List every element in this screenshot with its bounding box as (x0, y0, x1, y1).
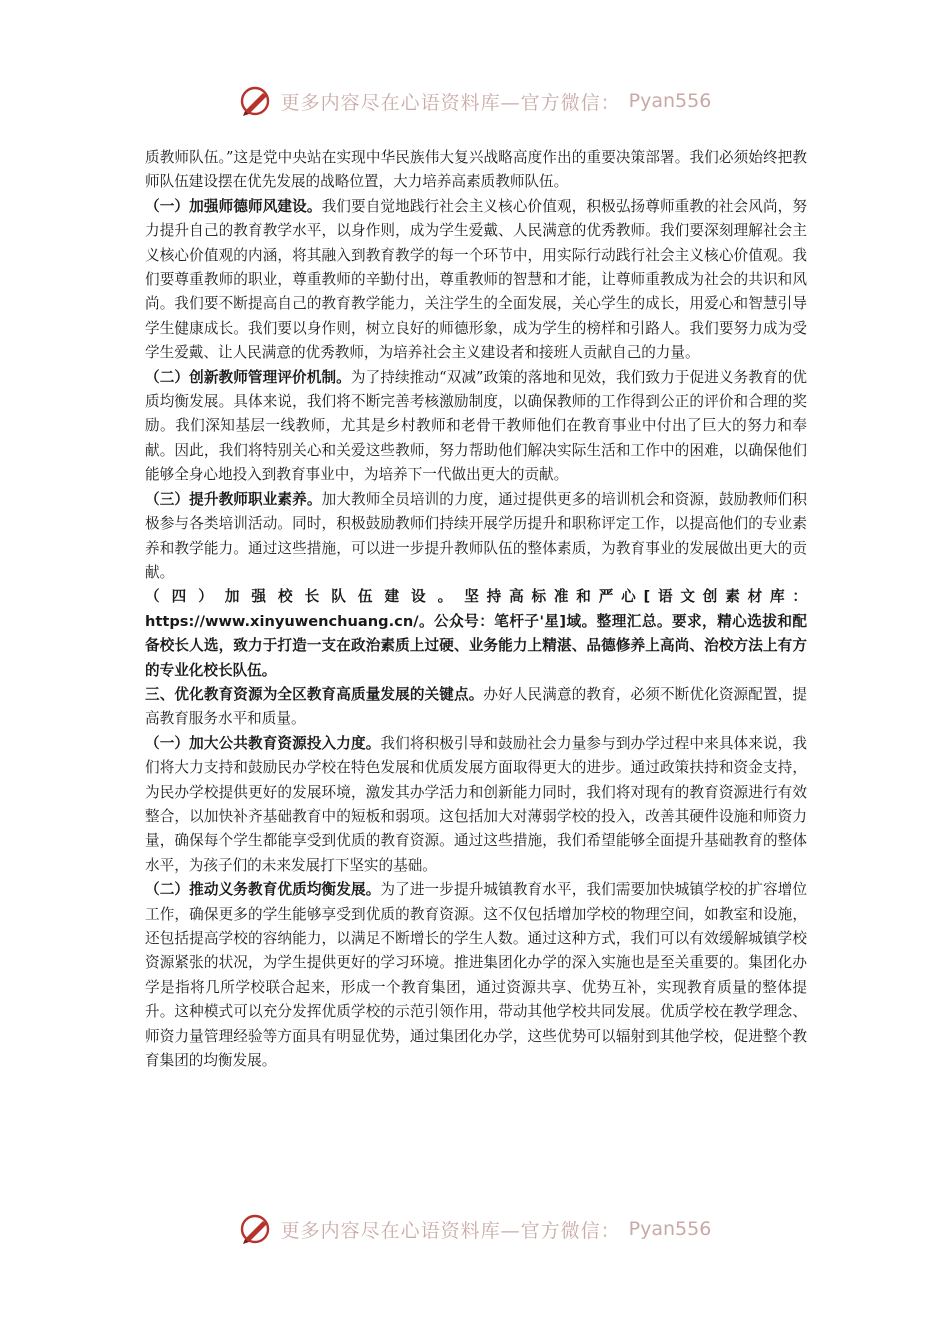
paragraph-heading: （四）加强校长队伍建设。 (145, 588, 465, 606)
paragraph (145, 732, 807, 878)
paragraph-text: 我们将积极引导和鼓励社会力量参与到办学过程中来具体来说，我们将大力支持和鼓励民办学校在特色发展和优质发展方面取得更大的进步。通过政策扶持和资金支持，为民办学校提供更好的发展环境，激发其办学活力和创新能力同时，我们将对现有的教育资源进行有效整合，以加快补齐基础教育中的短板和弱项。这包括加大对薄弱学校的投入，改善其硬件设施和师资力量，确保每个学生都能享受到优质的教育资源。通过这些措施，我们希望能够全面提升基础教育的整体水平，为孩子们的未来发展打下坚实的基础。 (145, 734, 807, 874)
paragraph-heading: （三）提升教师职业素养。 (145, 490, 322, 508)
banner-text: 更多内容尽在心语资料库—官方微信： (280, 1219, 621, 1242)
paragraph-heading: （二）创新教师管理评价机制。 (145, 368, 351, 386)
paragraph-text: 质教师队伍。”这是党中央站在实现中华民族伟大复兴战略高度作出的重要决策部署。我们必须始终把教师队伍建设摆在优先发展的战略位置，大力培养高素质教师队伍。 (145, 149, 807, 191)
pen-logo-icon (239, 1212, 273, 1246)
paragraph-heading: （二）推动义务教育优质均衡发展。 (145, 881, 381, 899)
paragraph-heading: （一）加大公共教育资源投入力度。 (145, 734, 381, 752)
paragraph (145, 488, 807, 586)
wechat-id: Pyan556 (628, 90, 712, 112)
paragraph-text: 加大教师全员培训的力度，通过提供更多的培训机会和资源，鼓励教师们积极参与各类培训活动。同时，积极鼓励教师们持续开展学历提升和职称评定工作，以提高他们的专业素养和教学能力。通过这些措施，可以进一步提升教师队伍的整体素质，为教育事业的发展做出更大的贡献。 (145, 490, 807, 581)
paragraph-text: 坚持高标准和严心[语文创素材库：https://www.xinyuwenchuang.cn/。公众号：笔杆子'星]域。整理汇总。要求，精心选拔和配备校长人选，致力于打造一支在政治素质上过硬、业务能力上精湛、品德修养上高尚、治校方法上有方的专业化校长队伍。 (145, 588, 808, 679)
banner-text: 更多内容尽在心语资料库—官方微信： (280, 91, 621, 114)
paragraph (145, 366, 807, 488)
paragraph-text: 为了进一步提升城镇教育水平，我们需要加快城镇学校的扩容增位工作，确保更多的学生能够享受到优质的教育资源。这不仅包括增加学校的物理空间，如教室和设施，还包括提高学校的容纳能力，以满足不断增长的学生人数。通过这种方式，我们可以有效缓解城镇学校资源紧张的状况，为学生提供更好的学习环境。推进集团化办学的深入实施也是至关重要的。集团化办学是指将几所学校联合起来，形成一个教育集团，通过资源共享、优势互补，实现教育质量的整体提升。这种模式可以充分发挥优质学校的示范引领作用，带动其他学校共同发展。优质学校在教学理念、师资力量管理经验等方面具有明显优势，通过集团化办学，这些优势可以辐射到其他学校，促进整个教育集团的均衡发展。 (145, 881, 807, 1070)
header-banner (0, 84, 950, 118)
footer-banner (0, 1212, 950, 1246)
paragraph-text: 我们要自觉地践行社会主义核心价值观，积极弘扬尊师重教的社会风尚，努力提升自己的教育教学水平，以身作则，成为学生爱戴、人民满意的优秀教师。我们要深刻理解社会主义核心价值观的内涵，将其融入到教育教学的每一个环节中，用实际行动践行社会主义核心价值观。我们要尊重教师的职业，尊重教师的辛勤付出，尊重教师的智慧和才能，让尊师重教成为社会的共识和风尚。我们要不断提高自己的教育教学能力，关注学生的全面发展，关心学生的成长，用爱心和智慧引导学生健康成长。我们要以身作则，树立良好的师德形象，成为学生的榜样和引路人。我们要努力成为受学生爱戴、让人民满意的优秀教师，为培养社会主义建设者和接班人贡献自己的力量。 (145, 197, 807, 362)
paragraph (145, 878, 807, 1073)
pen-logo-icon (239, 84, 273, 118)
paragraph (145, 683, 807, 732)
paragraph-text: 办好人民满意的教育，必须不断优化资源配置，提高教育服务水平和质量。 (145, 685, 807, 728)
document-body (145, 146, 807, 1073)
paragraph-heading: 三、优化教育资源为全区教育高质量发展的关键点。 (145, 685, 484, 703)
paragraph (145, 585, 807, 683)
wechat-id: Pyan556 (628, 1218, 712, 1240)
paragraph-text: 为了持续推动“双减”政策的落地和见效，我们致力于促进义务教育的优质均衡发展。具体来说，我们将不断完善考核激励制度，以确保教师的工作得到公正的评价和合理的奖励。我们深知基层一线教师，尤其是乡村教师和老骨干教师他们在教育事业中付出了巨大的努力和奉献。因此，我们将特别关心和关爱这些教师，努力帮助他们解决实际生活和工作中的困难，以确保他们能够全身心地投入到教育事业中，为培养下一代做出更大的贡献。 (145, 368, 807, 484)
paragraph (145, 195, 807, 366)
paragraph-heading: （一）加强师德师风建设。 (145, 197, 322, 215)
paragraph (145, 146, 807, 195)
